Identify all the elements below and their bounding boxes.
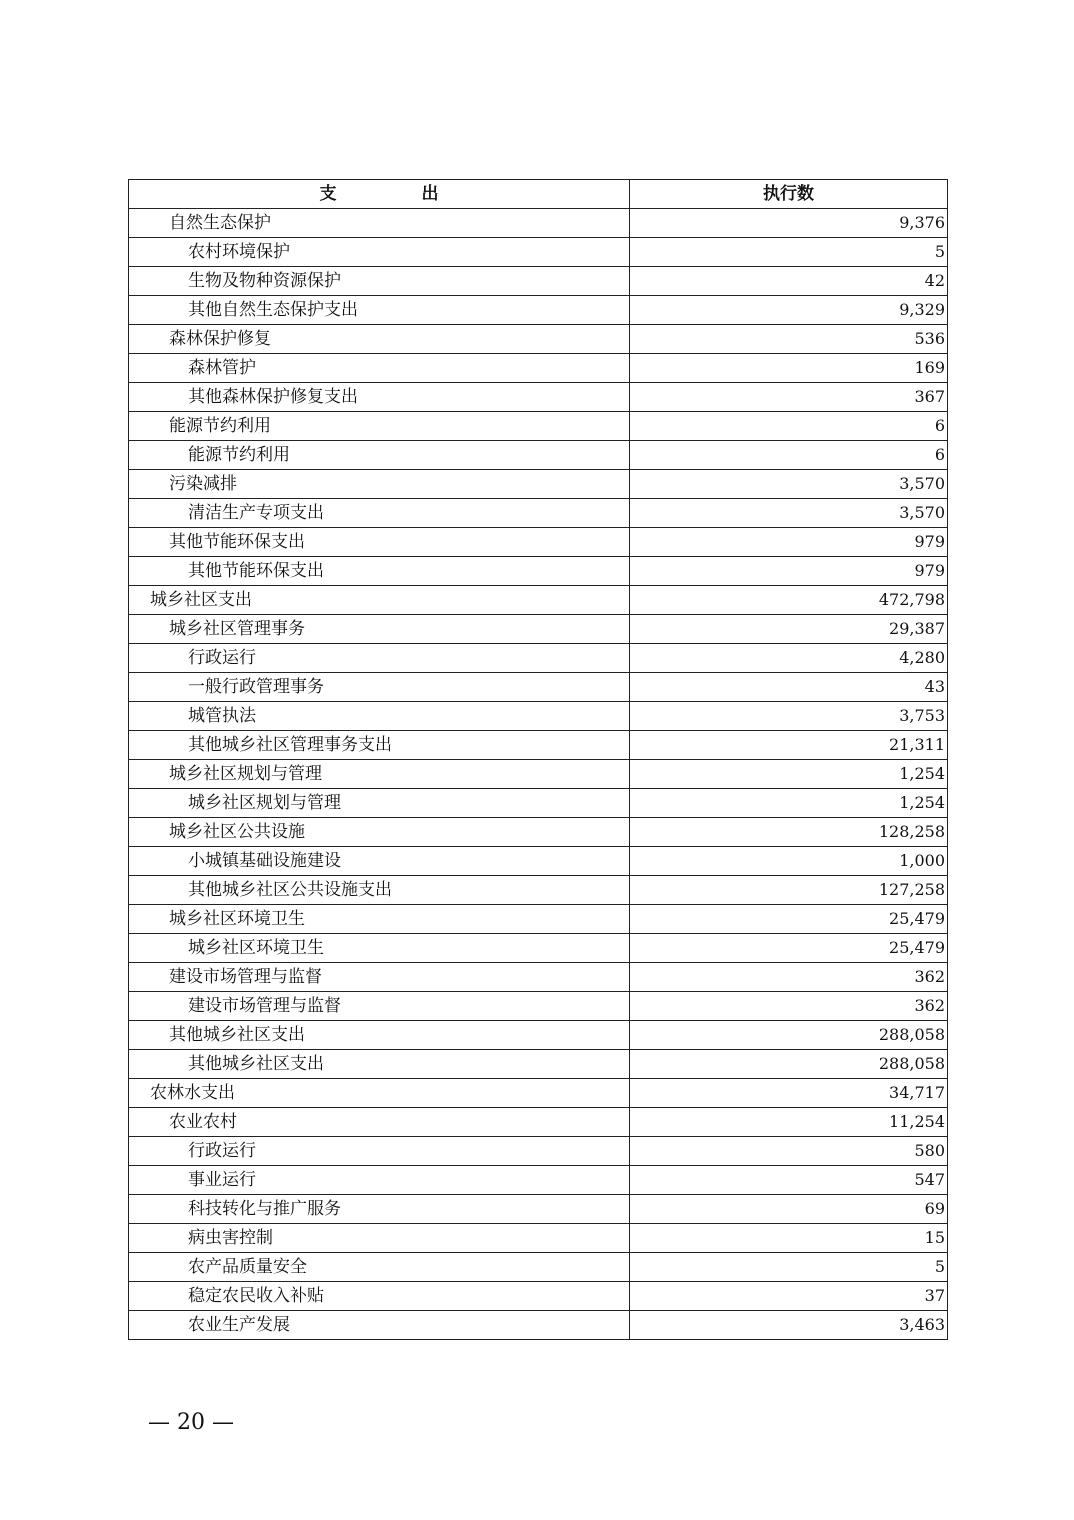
expenditure-table (128, 179, 948, 1340)
row-value: 15 (630, 1224, 948, 1253)
row-value: 21,311 (630, 731, 948, 760)
row-label: 病虫害控制 (129, 1224, 630, 1253)
table-row (129, 934, 948, 963)
row-label: 城管执法 (129, 702, 630, 731)
row-label: 农业生产发展 (129, 1311, 630, 1340)
table-row (129, 1166, 948, 1195)
row-value: 11,254 (630, 1108, 948, 1137)
row-value: 6 (630, 441, 948, 470)
row-label: 森林保护修复 (129, 325, 630, 354)
table-row (129, 1195, 948, 1224)
row-label: 农业农村 (129, 1108, 630, 1137)
row-label: 城乡社区环境卫生 (129, 934, 630, 963)
table-row (129, 731, 948, 760)
row-value: 42 (630, 267, 948, 296)
table-row (129, 1224, 948, 1253)
row-label: 能源节约利用 (129, 412, 630, 441)
row-label: 农产品质量安全 (129, 1253, 630, 1282)
table-row (129, 354, 948, 383)
table-row (129, 499, 948, 528)
row-label: 稳定农民收入补贴 (129, 1282, 630, 1311)
row-value: 1,000 (630, 847, 948, 876)
row-value: 9,329 (630, 296, 948, 325)
row-value: 367 (630, 383, 948, 412)
row-label: 污染减排 (129, 470, 630, 499)
table-row (129, 325, 948, 354)
row-value: 128,258 (630, 818, 948, 847)
row-label: 城乡社区环境卫生 (129, 905, 630, 934)
row-label: 小城镇基础设施建设 (129, 847, 630, 876)
row-value: 580 (630, 1137, 948, 1166)
row-value: 29,387 (630, 615, 948, 644)
row-label: 建设市场管理与监督 (129, 992, 630, 1021)
row-label: 其他自然生态保护支出 (129, 296, 630, 325)
table-row (129, 383, 948, 412)
row-value: 288,058 (630, 1021, 948, 1050)
row-value: 472,798 (630, 586, 948, 615)
table-row (129, 1282, 948, 1311)
page-number: — 20 — (148, 1410, 234, 1435)
header-row (129, 180, 948, 209)
row-label: 城乡社区公共设施 (129, 818, 630, 847)
row-label: 事业运行 (129, 1166, 630, 1195)
row-label: 行政运行 (129, 644, 630, 673)
row-value: 3,463 (630, 1311, 948, 1340)
table-row (129, 412, 948, 441)
table-row (129, 1050, 948, 1079)
row-value: 979 (630, 528, 948, 557)
table-row (129, 528, 948, 557)
row-label: 城乡社区支出 (129, 586, 630, 615)
row-value: 3,570 (630, 470, 948, 499)
row-value: 3,753 (630, 702, 948, 731)
table-row (129, 209, 948, 238)
row-value: 69 (630, 1195, 948, 1224)
row-value: 6 (630, 412, 948, 441)
row-value: 37 (630, 1282, 948, 1311)
row-value: 34,717 (630, 1079, 948, 1108)
row-value: 25,479 (630, 934, 948, 963)
row-label: 其他城乡社区公共设施支出 (129, 876, 630, 905)
row-label: 清洁生产专项支出 (129, 499, 630, 528)
row-label: 科技转化与推广服务 (129, 1195, 630, 1224)
header-expenditure: 支 出 (129, 180, 630, 209)
row-label: 城乡社区规划与管理 (129, 760, 630, 789)
row-label: 行政运行 (129, 1137, 630, 1166)
row-value: 362 (630, 963, 948, 992)
table-row (129, 818, 948, 847)
row-value: 1,254 (630, 789, 948, 818)
row-label: 能源节约利用 (129, 441, 630, 470)
table-row (129, 992, 948, 1021)
row-label: 其他节能环保支出 (129, 557, 630, 586)
table-row (129, 1108, 948, 1137)
row-label: 一般行政管理事务 (129, 673, 630, 702)
row-label: 其他城乡社区支出 (129, 1021, 630, 1050)
table-row (129, 963, 948, 992)
table-row (129, 615, 948, 644)
table-row (129, 586, 948, 615)
table-row (129, 267, 948, 296)
table-row (129, 847, 948, 876)
row-label: 建设市场管理与监督 (129, 963, 630, 992)
table-row (129, 644, 948, 673)
row-value: 536 (630, 325, 948, 354)
table-row (129, 702, 948, 731)
table-row (129, 876, 948, 905)
table-row (129, 1311, 948, 1340)
row-value: 127,258 (630, 876, 948, 905)
row-label: 其他节能环保支出 (129, 528, 630, 557)
table-row (129, 470, 948, 499)
row-label: 农村环境保护 (129, 238, 630, 267)
row-label: 其他城乡社区管理事务支出 (129, 731, 630, 760)
table-row (129, 1021, 948, 1050)
table-row (129, 789, 948, 818)
table-row (129, 905, 948, 934)
row-value: 3,570 (630, 499, 948, 528)
header-executed-amount: 执行数 (630, 180, 948, 209)
row-label: 生物及物种资源保护 (129, 267, 630, 296)
row-label: 城乡社区管理事务 (129, 615, 630, 644)
table-row (129, 557, 948, 586)
row-value: 43 (630, 673, 948, 702)
row-value: 169 (630, 354, 948, 383)
table-row (129, 673, 948, 702)
table-row (129, 1253, 948, 1282)
table-row (129, 238, 948, 267)
row-value: 288,058 (630, 1050, 948, 1079)
row-label: 自然生态保护 (129, 209, 630, 238)
row-label: 农林水支出 (129, 1079, 630, 1108)
row-value: 1,254 (630, 760, 948, 789)
row-value: 362 (630, 992, 948, 1021)
table-row (129, 296, 948, 325)
row-value: 5 (630, 238, 948, 267)
row-value: 25,479 (630, 905, 948, 934)
row-value: 5 (630, 1253, 948, 1282)
row-value: 4,280 (630, 644, 948, 673)
table-row (129, 760, 948, 789)
row-label: 其他城乡社区支出 (129, 1050, 630, 1079)
row-value: 547 (630, 1166, 948, 1195)
row-label: 其他森林保护修复支出 (129, 383, 630, 412)
table-row (129, 441, 948, 470)
row-value: 979 (630, 557, 948, 586)
row-label: 森林管护 (129, 354, 630, 383)
row-value: 9,376 (630, 209, 948, 238)
table-row (129, 1137, 948, 1166)
table-row (129, 1079, 948, 1108)
row-label: 城乡社区规划与管理 (129, 789, 630, 818)
